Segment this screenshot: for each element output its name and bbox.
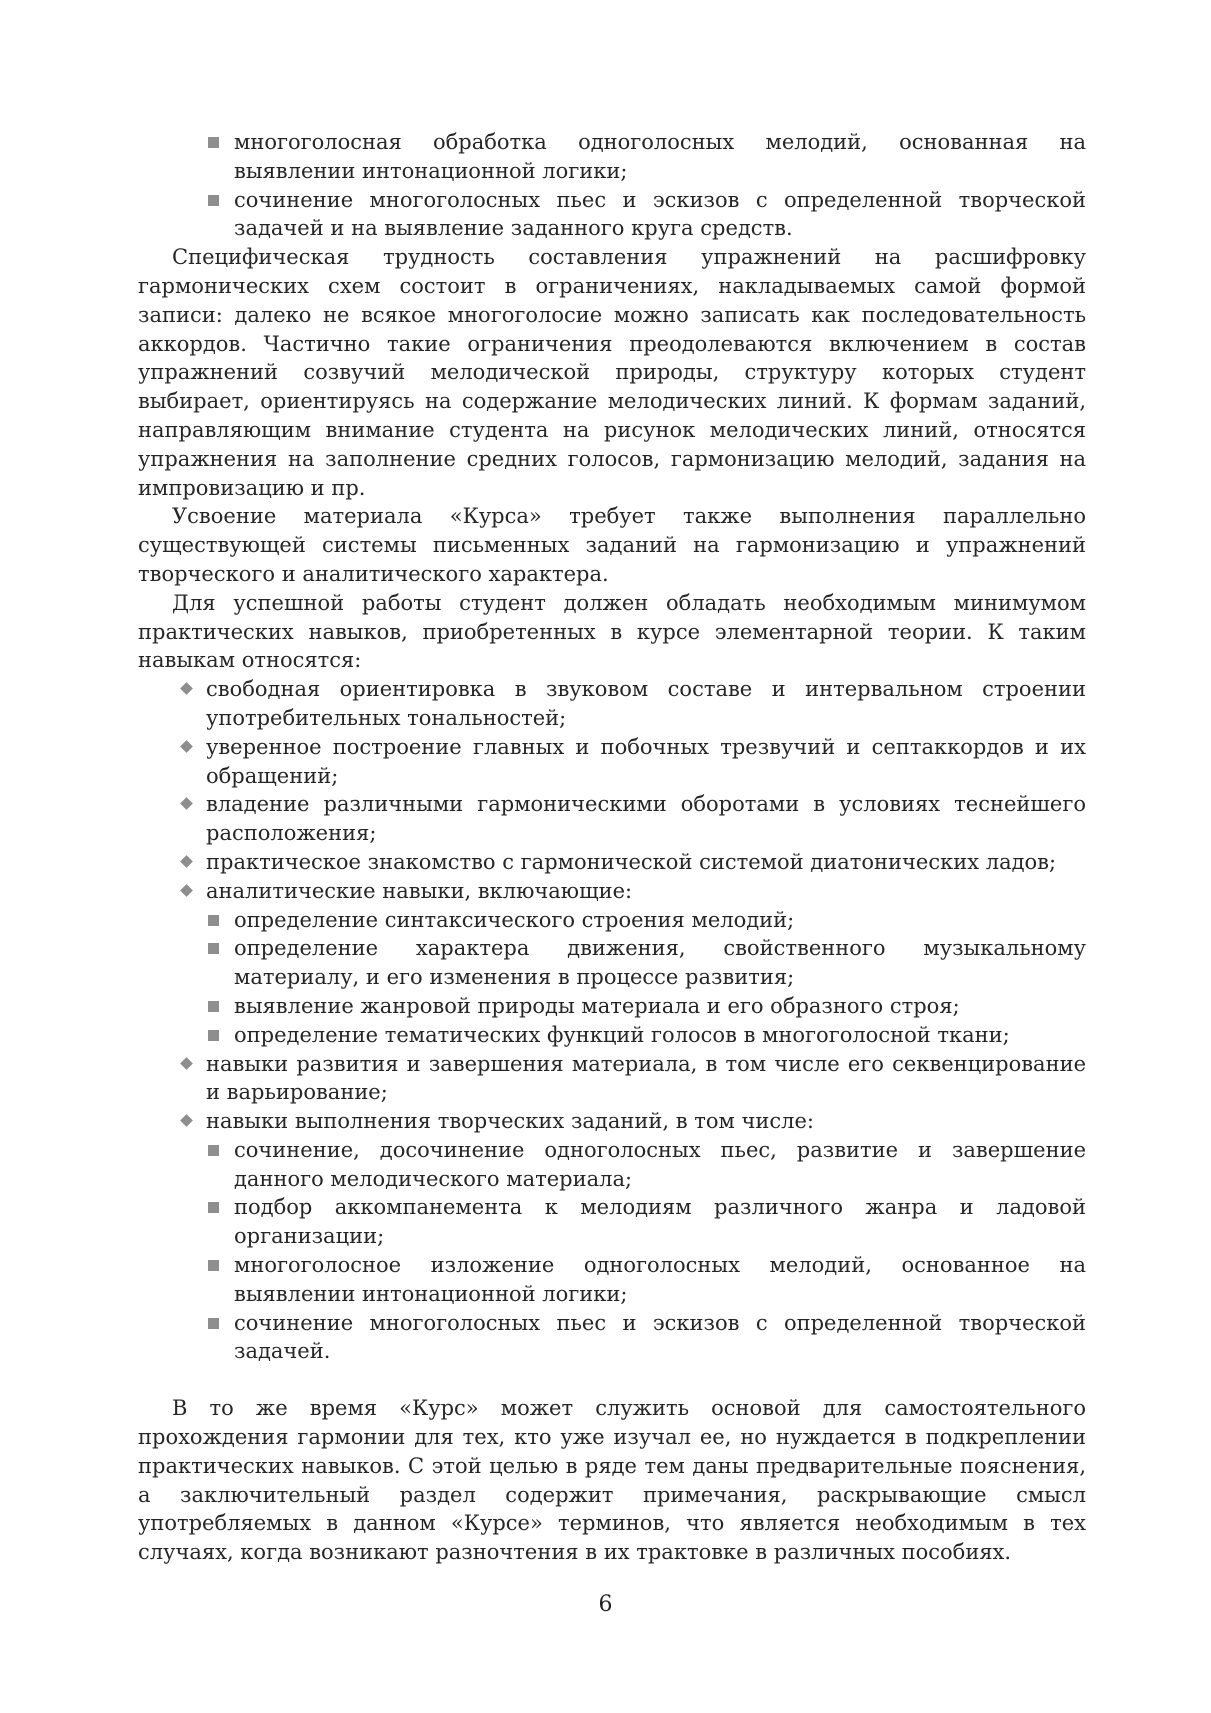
page-content <box>138 128 1086 1567</box>
page-number: 6 <box>598 1592 613 1617</box>
paragraph-difficulty: Специфическая трудность составления упражнений на расшифровку гармонических схем состоит в ограничениях, накладываемых самой формой записи: далеко не всякое многоголосие можно записать как последовательность аккордов. Частично такие ограничения преодолеваются включением в состав упражнений созвучий мелодической природы, структуру которых студент выбирает, ориентируясь на содержание мелодических линий. К формам заданий, направляющим внимание студента на рисунок мелодических линий, относятся упражнения на заполнение средних голосов, гармонизацию мелодий, задания на импровизацию и пр. <box>138 245 1086 500</box>
list-item-creative <box>206 1107 1086 1366</box>
analytic-sublist <box>206 906 1086 1050</box>
list-item: определение синтаксического строения мелодий; <box>234 906 1086 935</box>
list-item: сочинение многоголосных пьес и эскизов с определенной творческой задачей и на выявление заданного круга средств. <box>234 186 1086 244</box>
paragraph-requirements: Для успешной работы студент должен обладать необходимым минимумом практических навыков, приобретенных в курсе элементарной теории. К таким навыкам относятся: <box>138 590 1086 673</box>
paragraph-final: В то же время «Курс» может служить основой для самостоятельного прохождения гармонии для тех, кто уже изучал ее, но нуждается в подкреплении практических навыков. С этой целью в ряде тем даны предварительные пояснения, а заключительный раздел содержит примечания, раскрывающие смысл употребляемых в данном «Курсе» терминов, что является необходимым в тех случаях, когда возникают разночтения в их трактовке в различных пособиях. <box>138 1396 1086 1565</box>
list-item: навыки развития и завершения материала, в том числе его секвенцирование и варьирование; <box>206 1050 1086 1108</box>
list-item: владение различными гармоническими оборотами в условиях теснейшего расположения; <box>206 790 1086 848</box>
list-item-analytic <box>206 877 1086 1050</box>
top-square-list <box>138 128 1086 243</box>
list-item: определение тематических функций голосов в многоголосной ткани; <box>234 1021 1086 1050</box>
list-item: уверенное построение главных и побочных трезвучий и септаккордов и их обращений; <box>206 733 1086 791</box>
list-item: сочинение, досочинение одноголосных пьес, развитие и завершение данного мелодического материала; <box>234 1136 1086 1194</box>
list-item: многоголосная обработка одноголосных мелодий, основанная на выявлении интонационной логики; <box>234 128 1086 186</box>
creative-sublist <box>206 1136 1086 1366</box>
paragraph-mastery: Усвоение материала «Курса» требует также выполнения параллельно существующей системы письменных заданий на гармонизацию и упражнений творческого и аналитического характера. <box>138 504 1086 586</box>
list-item-label: аналитические навыки, включающие: <box>206 878 633 903</box>
list-item: многоголосное изложение одноголосных мелодий, основанное на выявлении интонационной логики; <box>234 1251 1086 1309</box>
section-gap <box>138 1366 1086 1394</box>
skills-list <box>138 675 1086 1366</box>
list-item: свободная ориентировка в звуковом составе и интервальном строении употребительных тональностей; <box>206 675 1086 733</box>
list-item: определение характера движения, свойственного музыкальному материалу, и его изменения в процессе развития; <box>234 934 1086 992</box>
list-item: сочинение многоголосных пьес и эскизов с определенной творческой задачей. <box>234 1309 1086 1367</box>
list-item: практическое знакомство с гармонической системой диатонических ладов; <box>206 848 1086 877</box>
list-item: выявление жанровой природы материала и его образного строя; <box>234 992 1086 1021</box>
list-item: подбор аккомпанемента к мелодиям различного жанра и ладовой организации; <box>234 1193 1086 1251</box>
list-item-label: навыки выполнения творческих заданий, в том числе: <box>206 1109 814 1134</box>
